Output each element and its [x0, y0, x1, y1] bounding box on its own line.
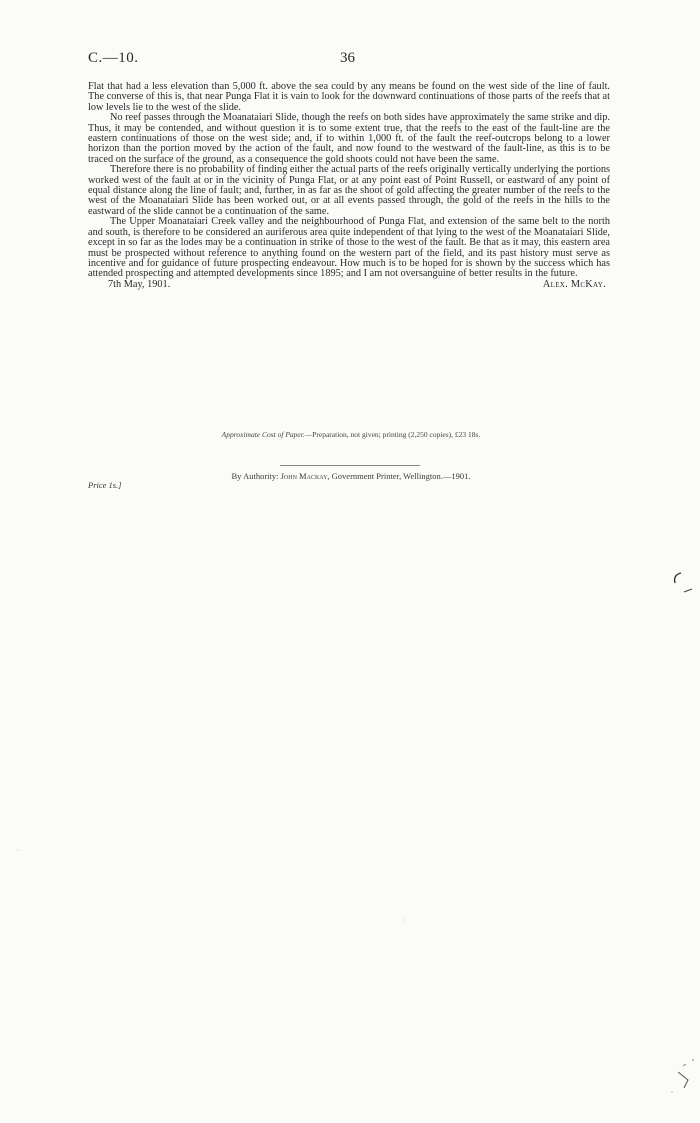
- paragraph-3: Therefore there is no probability of finding either the actual parts of the reefs originally vertically underlying the portions worked west of the fault at or in the vicinity of Punga Flat, or at any point east of Point Russell, or eastward of any point of equal distance along the line of fault; and, further, in as far as the shoot of gold affecting the greater number of the reefs to the west of the Moanataiari Slide has been worked out, or at all events passed through, the gold of the reefs in the hills to the eastward of the slide cannot be a continuation of the same.: [88, 164, 610, 217]
- signoff: [88, 280, 610, 292]
- printer-name: John Mackay,: [280, 471, 330, 481]
- divider-rule: [280, 465, 420, 466]
- paragraph-4: The Upper Moanataiari Creek valley and the neighbourhood of Punga Flat, and extension of the same belt to the north and south, is therefore to be considered an auriferous area quite independent of that lying to the west of the Moanataiari Slide, except in so far as the lodes may be a continuation in strike of those to the west of the fault. Be that as it may, this eastern area must be prospected without reference to anything found on the western part of the field, and its past history must serve as incentive and for guidance of future prospecting endeavour. How much is to be hoped for is shown by the success which has attended prospecting and attempted developments since 1895; and I am not oversanguine of better results in the future.: [88, 216, 610, 280]
- page-header: [88, 50, 610, 72]
- printer-authority: [186, 471, 516, 481]
- paragraph-1: Flat that had a less elevation than 5,000 ft. above the sea could by any means be found on the west side of the line of fault. The converse of this is, that near Punga Flat it is vain to look for the downward continuations of those parts of the reefs that at low levels lie to the west of the slide.: [88, 81, 610, 113]
- cost-note-label: Approximate Cost of Paper.: [221, 430, 305, 439]
- document-reference: C.—10.: [88, 50, 139, 66]
- price-note: Price 1s.]: [88, 480, 122, 490]
- authority-suffix: Government Printer, Wellington.—1901.: [331, 471, 471, 481]
- author-signature: Alex. McKay.: [542, 278, 606, 290]
- authority-prefix: By Authority:: [231, 471, 279, 481]
- page-number: 36: [340, 50, 355, 66]
- paragraph-2: No reef passes through the Moanataiari Slide, though the reefs on both sides have approximately the same strike and dip. Thus, it may be contended, and without question it is to some extent true, that the reefs to the east of the fault-line are the eastern continuations of those on the west side; and, if to within 1,000 ft. of the fault the reef-outcrops belong to a lower horizon than the portion moved by the action of the fault, and now found to the westward of the fault-line, as this is to be traced on the surface of the ground, as a consequence the gold shoots could not have been the same.: [88, 112, 610, 165]
- body-text: [88, 82, 610, 292]
- cost-note: [186, 430, 516, 439]
- signoff-date: 7th May, 1901.: [108, 278, 171, 290]
- cost-note-text: —Preparation, not given; printing (2,250 copies), £23 18s.: [304, 430, 481, 439]
